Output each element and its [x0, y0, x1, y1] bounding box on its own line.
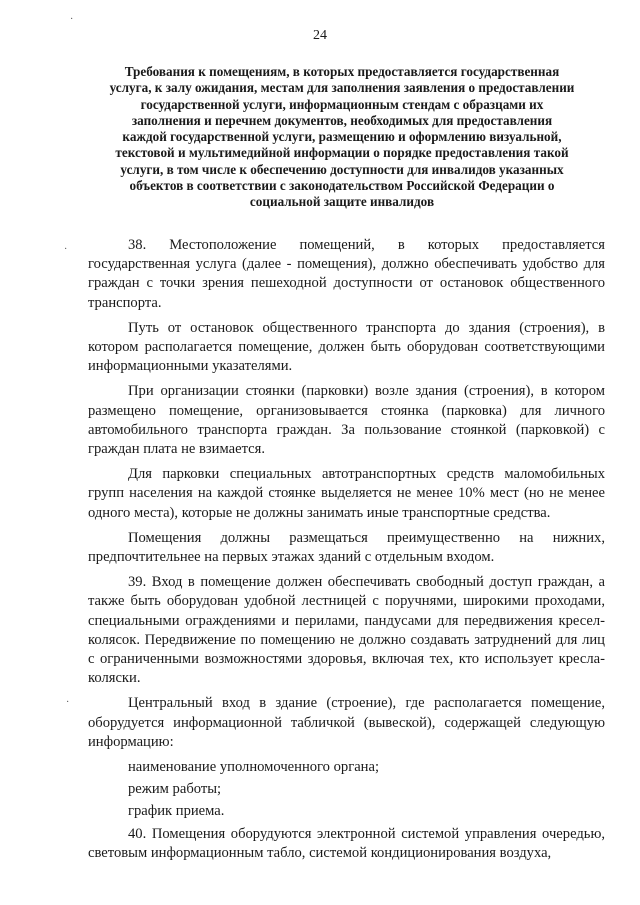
- paragraph: Для парковки специальных автотранспортных средств маломобильных групп населения на каждой стоянке выделяется не менее 10% мест (но не менее одного места), которые не должны занимать иные транспортные средства.: [88, 466, 605, 521]
- heading-line: социальной защите инвалидов: [249, 194, 435, 210]
- heading-line: Требования к помещениям, в которых предоставляется государственная: [124, 64, 560, 79]
- paragraph: Путь от остановок общественного транспорта до здания (строения), в котором располагается помещение, должен быть оборудован соответствующими информационными указателями.: [88, 319, 605, 375]
- section-heading: [92, 64, 592, 211]
- heading-line: текстовой и мультимедийной информации о порядке предоставления такой: [115, 145, 569, 161]
- paragraph: 40. Помещения оборудуются электронной системой управления очередью, световым информационным табло, системой кондиционирования воздуха,: [88, 825, 605, 861]
- page-number: 24: [313, 28, 327, 43]
- paragraph: При организации стоянки (парковки) возле здания (строения), в котором размещено помещение, организовывается стоянка (парковка) для личного автомобильного транспорта граждан. За пользование стоянкой (парковкой) с граждан плата не взимается.: [88, 383, 605, 458]
- paragraph: 39. Вход в помещение должен обеспечивать свободный доступ граждан, а также быть оборудован удобной лестницей с поручнями, широкими проходами, специальными ограждениями и перилами, пандусами для передвижения кресел-колясок. Передвижение по помещению не должно создавать затруднений для лиц с ограниченными возможностями здоровья, включая тех, кто использует кресла-коляски.: [88, 574, 605, 687]
- paragraph: Помещения должны размещаться преимущественно на нижних, предпочтительнее на первых этажах зданий с отдельным входом.: [88, 529, 605, 566]
- scan-speck: ·: [66, 697, 70, 708]
- scan-speck: ·: [70, 14, 74, 25]
- heading-line: услуга, к залу ожидания, местам для заполнения заявления о предоставлении: [109, 80, 575, 96]
- document-body: [88, 236, 605, 869]
- paragraph: 38. Местоположение помещений, в которых предоставляется государственная услуга (далее - помещения), должно обеспечивать удобство для граждан с точки зрения пешеходной доступности от остановок общественного транспорта.: [88, 237, 605, 311]
- list-item: наименование уполномоченного органа;: [128, 759, 380, 776]
- heading-line: государственной услуги, информационным стендам с образцами их: [140, 96, 544, 112]
- list-item: график приема.: [128, 803, 225, 820]
- heading-line: услуги, в том числе к обеспечению доступности для инвалидов указанных: [120, 161, 564, 177]
- heading-line: заполнения и перечнем документов, необходимых для предоставления: [131, 112, 553, 128]
- scan-speck: ·: [64, 244, 68, 255]
- paragraph: Центральный вход в здание (строение), где располагается помещение, оборудуется информационной табличкой (вывеской), содержащей следующую информацию:: [88, 695, 605, 750]
- heading-line: каждой государственной услуги, размещению и оформлению визуальной,: [122, 129, 562, 145]
- list-item: режим работы;: [128, 781, 222, 798]
- heading-line: объектов в соответствии с законодательством Российской Федерации о: [129, 178, 555, 194]
